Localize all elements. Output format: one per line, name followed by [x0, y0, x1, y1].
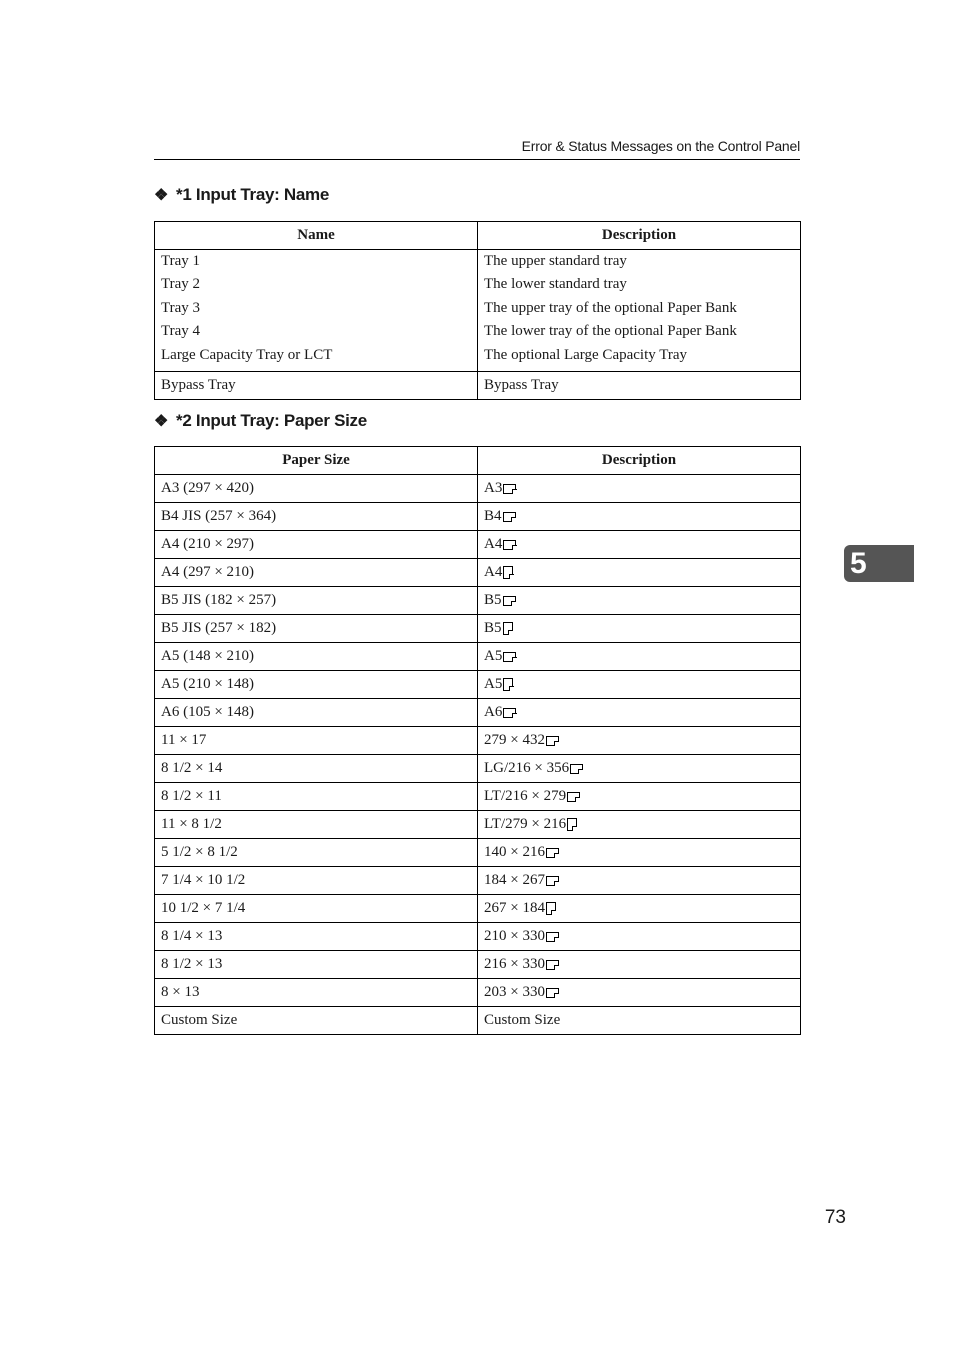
description-cell: [478, 811, 801, 839]
table-row: [155, 475, 801, 503]
description-cell: [478, 951, 801, 979]
paper-size-cell: 10 1/2 × 7 1/4: [155, 895, 478, 923]
table-row: [155, 671, 801, 699]
section-heading-text: *2 Input Tray: Paper Size: [176, 411, 367, 430]
description-cell: [478, 671, 801, 699]
tray-name: Tray 2: [161, 276, 201, 293]
diamond-bullet-icon: ❖: [154, 187, 169, 204]
table-row: [155, 895, 801, 923]
column-header-description: Description: [478, 222, 801, 250]
table-row: [155, 979, 801, 1007]
description-text: 140 × 216: [484, 844, 545, 860]
long-edge-feed-icon: [503, 596, 516, 606]
description-cell: [478, 587, 801, 615]
table-row: [155, 587, 801, 615]
paper-size-cell: B5 JIS (257 × 182): [155, 615, 478, 643]
description-text: Custom Size: [484, 1012, 561, 1028]
table-row: [155, 727, 801, 755]
short-edge-feed-icon: [567, 818, 577, 831]
paper-size-cell: 11 × 8 1/2: [155, 811, 478, 839]
table-row: [155, 755, 801, 783]
page-number: 73: [824, 1207, 846, 1228]
tray-name: Tray 1: [161, 253, 201, 269]
short-edge-feed-icon: [546, 902, 556, 915]
description-text: B4: [484, 508, 502, 524]
header-rule: [154, 159, 800, 160]
paper-size-cell: A5 (210 × 148): [155, 671, 478, 699]
tray-description: The lower tray of the optional Paper Bank: [484, 323, 737, 340]
description-cell: [478, 699, 801, 727]
long-edge-feed-icon: [503, 484, 516, 494]
short-edge-feed-icon: [503, 566, 513, 579]
description-cell: [478, 475, 801, 503]
table-row: [155, 923, 801, 951]
table-row: [155, 250, 801, 372]
paper-size-cell: 8 1/2 × 13: [155, 951, 478, 979]
column-header-name: Name: [155, 222, 478, 250]
tray-names-cell: [155, 250, 478, 372]
table-row: [155, 867, 801, 895]
section-heading-paper-size: [154, 411, 367, 431]
long-edge-feed-icon: [570, 764, 583, 774]
tray-name: Large Capacity Tray or LCT: [161, 346, 333, 363]
description-text: A5: [484, 648, 503, 664]
table-row: [155, 951, 801, 979]
description-text: B5: [484, 620, 502, 636]
long-edge-feed-icon: [546, 932, 559, 942]
section-heading-text: *1 Input Tray: Name: [176, 185, 330, 204]
description-cell: [478, 727, 801, 755]
long-edge-feed-icon: [503, 652, 516, 662]
paper-size-cell: 8 1/4 × 13: [155, 923, 478, 951]
chapter-number: 5: [850, 547, 867, 580]
description-cell: [478, 895, 801, 923]
paper-size-cell: 8 1/2 × 11: [155, 783, 478, 811]
description-text: 210 × 330: [484, 928, 545, 944]
table-row: [155, 839, 801, 867]
table-header-row: [155, 447, 801, 475]
description-cell: [478, 979, 801, 1007]
description-cell: [478, 503, 801, 531]
description-cell: [478, 755, 801, 783]
description-cell: [478, 559, 801, 587]
description-text: A5: [484, 676, 503, 692]
tray-name: Bypass Tray: [155, 371, 478, 399]
description-cell: [478, 615, 801, 643]
chapter-tab: [844, 545, 914, 582]
long-edge-feed-icon: [503, 540, 516, 550]
description-cell: [478, 867, 801, 895]
paper-size-cell: 8 × 13: [155, 979, 478, 1007]
description-text: A4: [484, 564, 503, 580]
tray-name: Tray 3: [161, 299, 201, 316]
tray-descriptions-cell: [478, 250, 801, 372]
paper-size-cell: A4 (297 × 210): [155, 559, 478, 587]
long-edge-feed-icon: [546, 876, 559, 886]
description-cell: [478, 783, 801, 811]
long-edge-feed-icon: [546, 848, 559, 858]
long-edge-feed-icon: [503, 708, 516, 718]
paper-size-cell: 8 1/2 × 14: [155, 755, 478, 783]
paper-size-cell: A3 (297 × 420): [155, 475, 478, 503]
tray-description: The upper tray of the optional Paper Bank: [484, 299, 737, 316]
description-text: 267 × 184: [484, 900, 545, 916]
input-tray-name-table: [154, 221, 801, 400]
column-header-paper-size: Paper Size: [155, 447, 478, 475]
long-edge-feed-icon: [546, 988, 559, 998]
table-row: [155, 699, 801, 727]
paper-size-table: [154, 446, 801, 1035]
paper-size-cell: 5 1/2 × 8 1/2: [155, 839, 478, 867]
short-edge-feed-icon: [503, 622, 513, 635]
paper-size-cell: A4 (210 × 297): [155, 531, 478, 559]
table-row: [155, 1007, 801, 1035]
description-text: 184 × 267: [484, 872, 545, 888]
table-row: [155, 503, 801, 531]
paper-size-cell: 7 1/4 × 10 1/2: [155, 867, 478, 895]
table-row: [155, 643, 801, 671]
description-text: 216 × 330: [484, 956, 545, 972]
description-cell: [478, 643, 801, 671]
paper-size-cell: Custom Size: [155, 1007, 478, 1035]
column-header-description: Description: [478, 447, 801, 475]
paper-size-cell: A5 (148 × 210): [155, 643, 478, 671]
description-text: 279 × 432: [484, 732, 545, 748]
description-text: A4: [484, 536, 503, 552]
description-cell: [478, 531, 801, 559]
description-cell: [478, 839, 801, 867]
long-edge-feed-icon: [546, 960, 559, 970]
description-text: LG/216 × 356: [484, 760, 570, 776]
description-text: LT/279 × 216: [484, 816, 567, 832]
description-cell: [478, 923, 801, 951]
short-edge-feed-icon: [503, 678, 513, 691]
paper-size-rows: [155, 475, 801, 1035]
diamond-bullet-icon: ❖: [154, 413, 169, 430]
paper-size-cell: B4 JIS (257 × 364): [155, 503, 478, 531]
table-row: [155, 531, 801, 559]
paper-size-cell: B5 JIS (182 × 257): [155, 587, 478, 615]
description-text: A6: [484, 704, 503, 720]
running-header: Error & Status Messages on the Control Panel: [521, 138, 800, 154]
section-heading-input-tray-name: [154, 185, 329, 205]
description-text: 203 × 330: [484, 984, 545, 1000]
table-row: [155, 371, 801, 399]
tray-name: Tray 4: [161, 323, 201, 340]
tray-description: The lower standard tray: [484, 276, 627, 293]
table-row: [155, 811, 801, 839]
paper-size-cell: A6 (105 × 148): [155, 699, 478, 727]
description-text: B5: [484, 592, 502, 608]
description-cell: [478, 1007, 801, 1035]
table-row: [155, 615, 801, 643]
tray-description: The upper standard tray: [484, 253, 627, 269]
description-text: A3: [484, 480, 503, 496]
tray-description: Bypass Tray: [478, 371, 801, 399]
tray-description: The optional Large Capacity Tray: [484, 346, 688, 363]
table-header-row: [155, 222, 801, 250]
paper-size-cell: 11 × 17: [155, 727, 478, 755]
long-edge-feed-icon: [567, 792, 580, 802]
table-row: [155, 559, 801, 587]
long-edge-feed-icon: [546, 736, 559, 746]
long-edge-feed-icon: [503, 512, 516, 522]
description-text: LT/216 × 279: [484, 788, 567, 804]
table-row: [155, 783, 801, 811]
